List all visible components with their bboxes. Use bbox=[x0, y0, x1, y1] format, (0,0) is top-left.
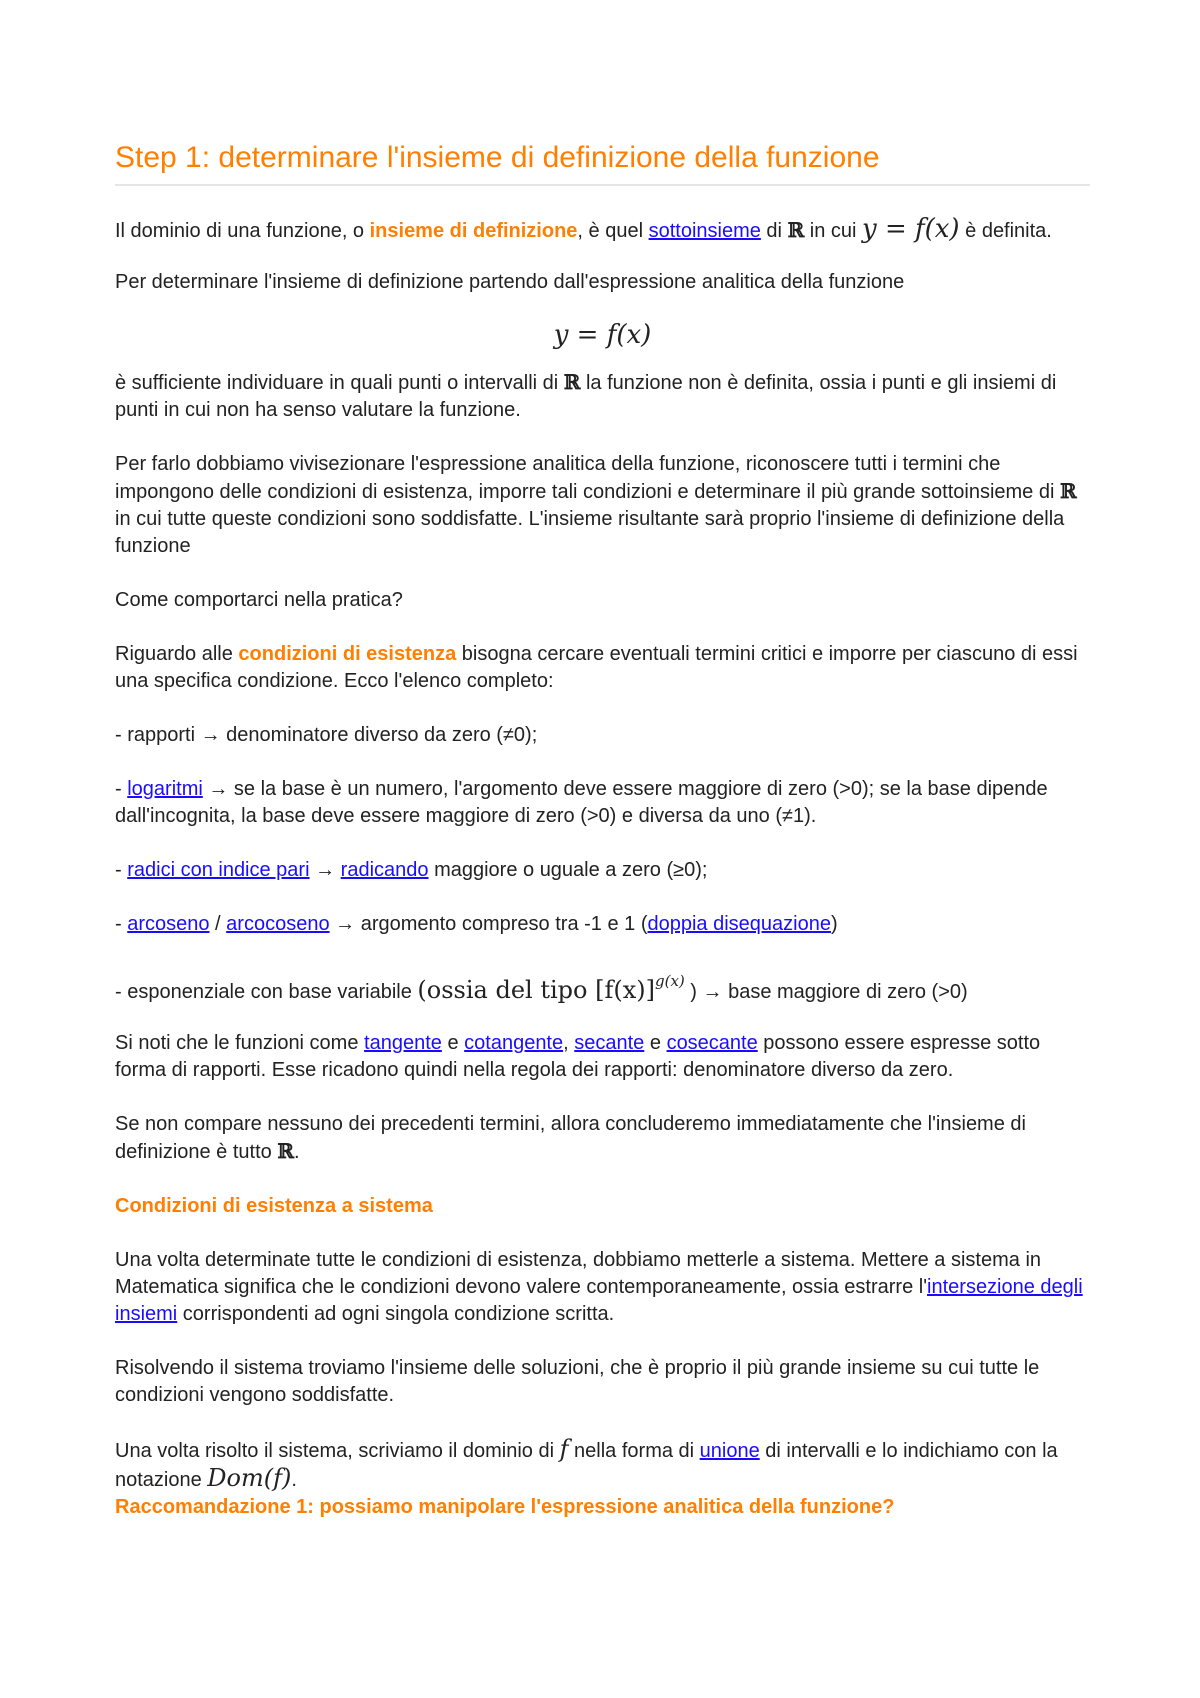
list-item-esponenziale: - esponenziale con base variabile (ossia del tipo $[f(x)]^{g(x)}$ ) → base maggiore di zero (>0) bbox=[115, 972, 968, 1004]
link-cosecante[interactable]: cosecante bbox=[666, 1032, 758, 1054]
paragraph-system: Una volta determinate tutte le condizioni di esistenza, dobbiamo metterle a sistema. Mettere a sistema in Matematica significa che le condizioni devono valere contemporaneamente, ossia estrarre l'intersezione degli insiemi corrispondenti ad ogni singola condizione scritta. bbox=[115, 1249, 1083, 1325]
list-item-arcoseno: - arcoseno / arcocoseno → argomento compreso tra -1 e 1 (doppia disequazione) bbox=[115, 913, 838, 935]
paragraph-sufficient: è sufficiente individuare in quali punti o intervalli di ℝ la funzione non è definita, ossia i punti e gli insiemi di punti in cui non ha senso valutare la funzione. bbox=[115, 370, 1057, 421]
article-content bbox=[115, 138, 1090, 1521]
paragraph-domain-definition: Il dominio di una funzione, o insieme di definizione, è quel sottoinsieme di ℝ in cui y = f(x) è definita. bbox=[115, 214, 1052, 244]
symbol-f: f bbox=[559, 1435, 569, 1463]
link-tangente[interactable]: tangente bbox=[364, 1032, 442, 1054]
link-arcoseno[interactable]: arcoseno bbox=[127, 913, 210, 935]
real-numbers-symbol: ℝ bbox=[787, 218, 805, 242]
link-unione[interactable]: unione bbox=[699, 1440, 760, 1462]
paragraph-trig-functions: Si noti che le funzioni come tangente e cotangente, secante e cosecante possono essere espresse sotto forma di rapporti. Esse ricadono quindi nella regola dei rapporti: denominatore diverso da zero. bbox=[115, 1032, 1041, 1081]
paragraph-existence-conditions: Riguardo alle condizioni di esistenza bisogna cercare eventuali termini critici e imporre per ciascuno di essi una specifica condizione. Ecco l'elenco completo: bbox=[115, 643, 1078, 692]
list-item-logaritmi: - logaritmi → se la base è un numero, l'argomento deve essere maggiore di zero (>0); se la base dipende dall'incognita, la base deve essere maggiore di zero (>0) e diversa da uno (≠1). bbox=[115, 778, 1048, 827]
subheading-raccomandazione-1: Raccomandazione 1: possiamo manipolare l'espressione analitica della funzione? bbox=[115, 1496, 895, 1518]
link-doppia-disequazione[interactable]: doppia disequazione bbox=[647, 913, 831, 935]
highlight-insieme-definizione: insieme di definizione bbox=[369, 220, 578, 242]
list-item-radici: - radici con indice pari → radicando maggiore o uguale a zero (≥0); bbox=[115, 859, 708, 881]
link-radici-indice-pari[interactable]: radici con indice pari bbox=[127, 859, 310, 881]
real-numbers-symbol: ℝ bbox=[277, 1139, 294, 1163]
link-radicando[interactable]: radicando bbox=[340, 859, 429, 881]
formula-y-fx-centered: y = f(x) bbox=[553, 320, 652, 350]
paragraph-determine: Per determinare l'insieme di definizione partendo dall'espressione analitica della funzione bbox=[115, 271, 905, 293]
paragraph-solving-system: Risolvendo il sistema troviamo l'insieme delle soluzioni, che è proprio il più grande insieme su cui tutte le condizioni vengono soddisfatte. bbox=[115, 1357, 1040, 1406]
formula-exponential-type: (ossia del tipo $[f(x)]^{g(x)}$ bbox=[417, 972, 685, 1004]
paragraph-vivisect: Per farlo dobbiamo vivisezionare l'espressione analitica della funzione, riconoscere tutti i termini che impongono delle condizioni di esistenza, imporre tali condizioni e determinare il più grande sottoinsieme di ℝ in cui tutte queste condizioni sono soddisfatte. L'insieme risultante sarà proprio l'insieme di definizione della funzione bbox=[115, 453, 1077, 557]
paragraph-domain-notation: Una volta risolto il sistema, scriviamo il dominio di f nella forma di unione di intervalli e lo indichiamo con la notazione Dom(f). bbox=[115, 1435, 1058, 1492]
link-logaritmi[interactable]: logaritmi bbox=[127, 778, 203, 800]
real-numbers-symbol: ℝ bbox=[563, 370, 581, 394]
real-numbers-symbol: ℝ bbox=[1059, 479, 1077, 503]
list-item-rapporti: - rapporti → denominatore diverso da zero (≠0); bbox=[115, 724, 538, 746]
subheading-condizioni-sistema: Condizioni di esistenza a sistema bbox=[115, 1195, 433, 1217]
link-cotangente[interactable]: cotangente bbox=[464, 1032, 564, 1054]
formula-dom-f: Dom(f) bbox=[207, 1464, 292, 1492]
link-sottoinsieme[interactable]: sottoinsieme bbox=[648, 220, 761, 242]
page-title: Step 1: determinare l'insieme di definizione della funzione bbox=[115, 138, 1090, 186]
link-arcocoseno[interactable]: arcocoseno bbox=[226, 913, 330, 935]
paragraph-practice-question: Come comportarci nella pratica? bbox=[115, 589, 403, 611]
highlight-condizioni-esistenza: condizioni di esistenza bbox=[238, 643, 457, 665]
link-secante[interactable]: secante bbox=[574, 1032, 645, 1054]
paragraph-no-terms: Se non compare nessuno dei precedenti termini, allora concluderemo immediatamente che l'insieme di definizione è tutto ℝ. bbox=[115, 1113, 1026, 1163]
formula-y-fx-inline: y = f(x) bbox=[862, 214, 960, 244]
link-intersezione-insiemi[interactable]: intersezione degli insiemi bbox=[115, 1276, 1083, 1325]
